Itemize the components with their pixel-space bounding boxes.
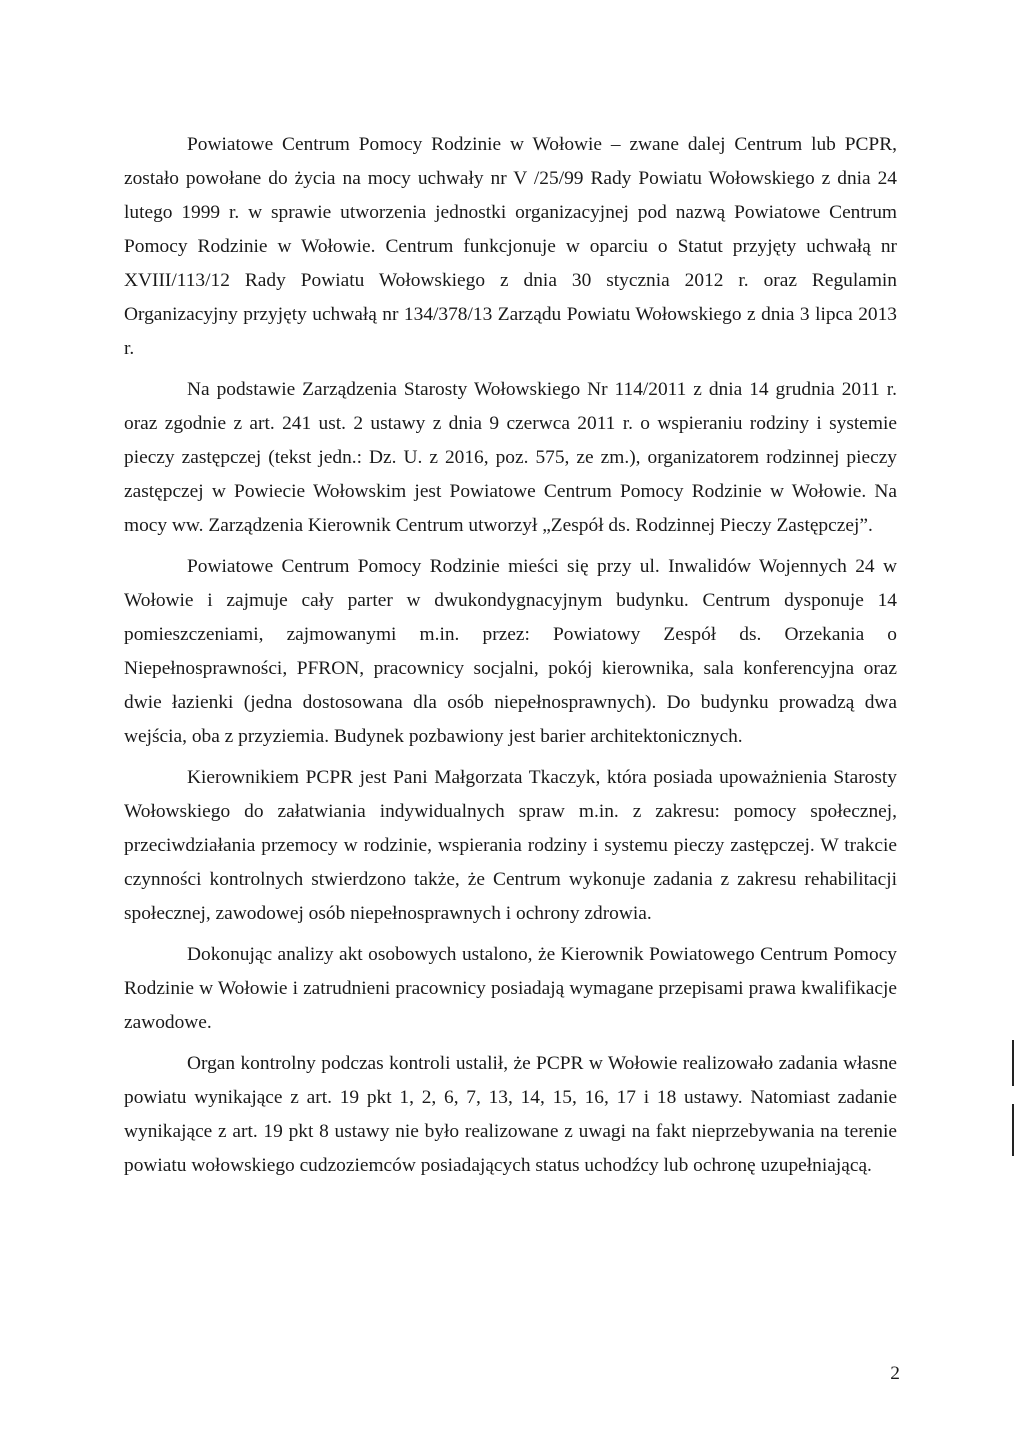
document-body — [124, 128, 897, 1190]
paragraph-2: Na podstawie Zarządzenia Starosty Wołowskiego Nr 114/2011 z dnia 14 grudnia 2011 r. oraz zgodnie z art. 241 ust. 2 ustawy z dnia 9 czerwca 2011 r. o wspieraniu rodziny i systemie pieczy zastępczej (tekst jedn.: Dz. U. z 2016, poz. 575, ze zm.), organizatorem rodzinnej pieczy zastępczej w Powiecie Wołowskim jest Powiatowe Centrum Pomocy Rodzinie w Wołowie. Na mocy ww. Zarządzenia Kierownik Centrum utworzył „Zespół ds. Rodzinnej Pieczy Zastępczej”. — [124, 379, 897, 536]
paragraph-1: Powiatowe Centrum Pomocy Rodzinie w Wołowie – zwane dalej Centrum lub PCPR, zostało powołane do życia na mocy uchwały nr V /25/99 Rady Powiatu Wołowskiego z dnia 24 lutego 1999 r. w sprawie utworzenia jednostki organizacyjnej pod nazwą Powiatowe Centrum Pomocy Rodzinie w Wołowie. Centrum funkcjonuje w oparciu o Statut przyjęty uchwałą nr XVIII/113/12 Rady Powiatu Wołowskiego z dnia 30 stycznia 2012 r. oraz Regulamin Organizacyjny przyjęty uchwałą nr 134/378/13 Zarządu Powiatu Wołowskiego z dnia 3 lipca 2013 r. — [124, 134, 897, 359]
scan-margin-line — [1012, 1040, 1014, 1086]
paragraph-6: Organ kontrolny podczas kontroli ustalił, że PCPR w Wołowie realizowało zadania własne powiatu wynikające z art. 19 pkt 1, 2, 6, 7, 13, 14, 15, 16, 17 i 18 ustawy. Natomiast zadanie wynikające z art. 19 pkt 8 ustawy nie było realizowane z uwagi na fakt nieprzebywania na terenie powiatu wołowskiego cudzoziemców posiadających status uchodźcy lub ochronę uzupełniającą. — [124, 1053, 897, 1176]
paragraph-3: Powiatowe Centrum Pomocy Rodzinie mieści się przy ul. Inwalidów Wojennych 24 w Wołowie i zajmuje cały parter w dwukondygnacyjnym budynku. Centrum dysponuje 14 pomieszczeniami, zajmowanymi m.in. przez: Powiatowy Zespół ds. Orzekania o Niepełnosprawności, PFRON, pracownicy socjalni, pokój kierownika, sala konferencyjna oraz dwie łazienki (jedna dostosowana dla osób niepełnosprawnych). Do budynku prowadzą dwa wejścia, oba z przyziemia. Budynek pozbawiony jest barier architektonicznych. — [124, 556, 897, 747]
paragraph-4: Kierownikiem PCPR jest Pani Małgorzata Tkaczyk, która posiada upoważnienia Starosty Wołowskiego do załatwiania indywidualnych spraw m.in. z zakresu: pomocy społecznej, przeciwdziałania przemocy w rodzinie, wspierania rodziny i systemu pieczy zastępczej. W trakcie czynności kontrolnych stwierdzono także, że Centrum wykonuje zadania z zakresu rehabilitacji społecznej, zawodowej osób niepełnosprawnych i ochrony zdrowia. — [124, 767, 897, 924]
page-number: 2 — [890, 1363, 900, 1384]
paragraph-5: Dokonując analizy akt osobowych ustalono, że Kierownik Powiatowego Centrum Pomocy Rodzinie w Wołowie i zatrudnieni pracownicy posiadają wymagane przepisami prawa kwalifikacje zawodowe. — [124, 944, 897, 1033]
scan-margin-line — [1012, 1104, 1014, 1156]
